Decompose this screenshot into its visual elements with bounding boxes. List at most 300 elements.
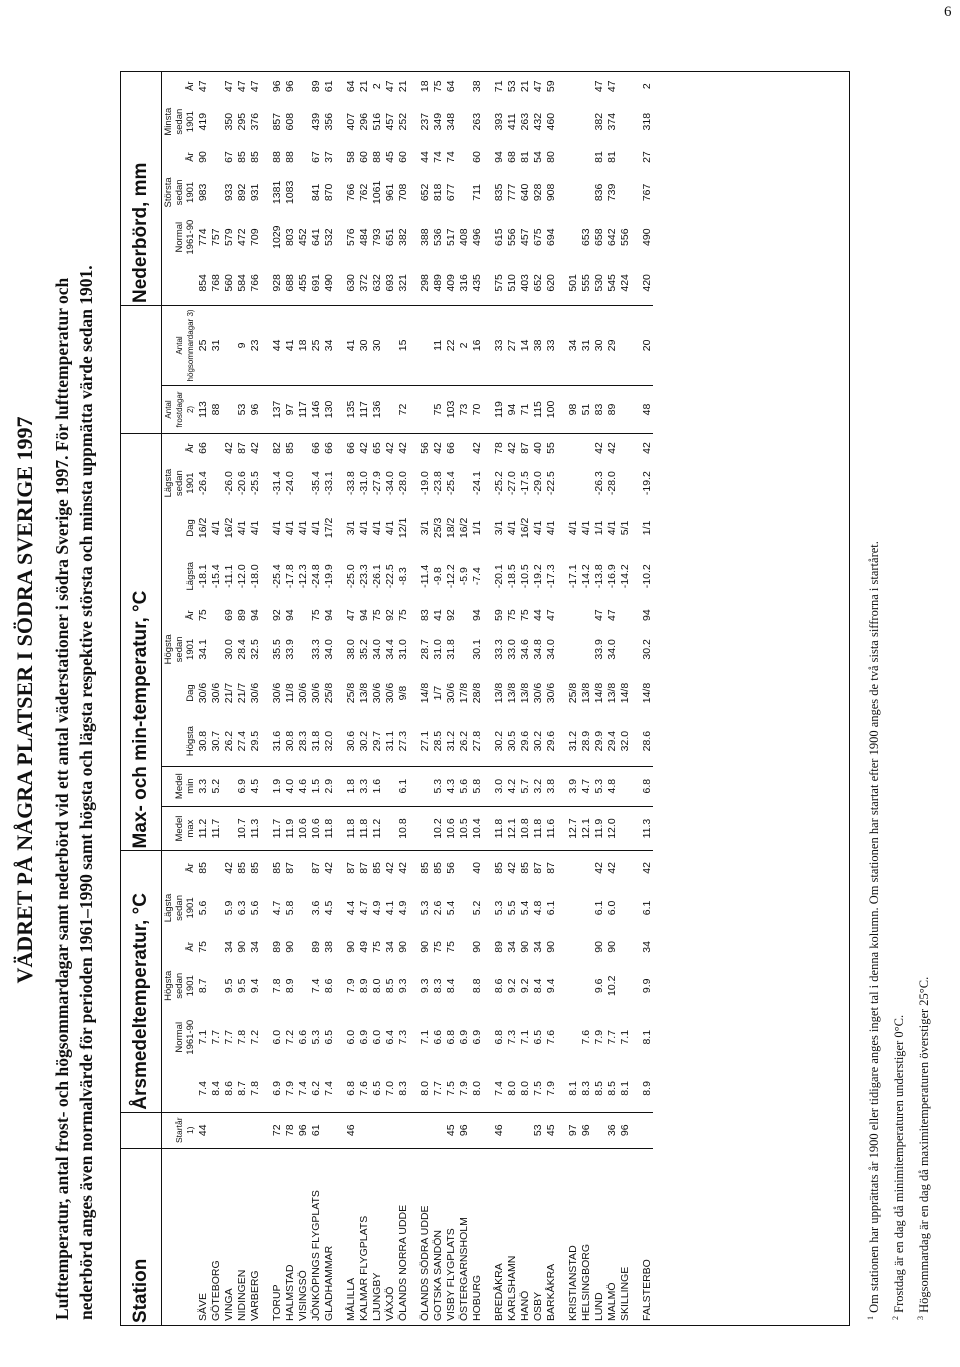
table-cell: 30/6	[270, 682, 283, 704]
table-cell: 709	[248, 228, 261, 246]
table-cell	[296, 884, 309, 931]
table-cell: -11.1	[222, 564, 235, 588]
table-cell: 774	[196, 228, 209, 246]
table-cell: 295	[235, 112, 248, 131]
table-cell: -35.4	[309, 471, 322, 496]
station-name: GOTSKA SANDÖN	[431, 1229, 444, 1321]
table-cell: 372	[357, 261, 370, 306]
table-cell: 34	[248, 941, 261, 953]
table-cell: 11.6	[544, 806, 557, 851]
table-cell: 130	[322, 385, 335, 433]
table-cell: 30/6	[309, 682, 322, 704]
table-cell: 47	[344, 609, 357, 621]
table-cell: 4.7	[357, 900, 370, 916]
table-cell	[618, 601, 631, 629]
table-cell: 28.9	[579, 717, 592, 767]
table-cell: 653	[579, 228, 592, 246]
table-cell	[296, 601, 309, 629]
station-name: OSBY	[531, 1291, 544, 1321]
table-row	[383, 72, 396, 1325]
table-cell	[296, 629, 309, 669]
table-cell: 8.8	[470, 978, 483, 994]
table-cell: 8.1	[566, 1065, 579, 1112]
table-cell: -5.9	[457, 567, 470, 586]
table-cell: 90	[196, 151, 209, 163]
table-cell: 31.8	[444, 639, 457, 660]
table-cell: 75	[444, 941, 457, 953]
table-cell: -14.2	[579, 564, 592, 589]
table-cell: 28.3	[296, 717, 309, 767]
table-cell: 44	[196, 1112, 209, 1148]
table-cell	[209, 884, 222, 931]
table-cell: 90	[235, 941, 248, 953]
table-cell: 32.0	[322, 717, 335, 767]
table-cell: 34	[566, 306, 579, 386]
table-cell: 85	[196, 862, 209, 874]
table-cell: 90	[605, 941, 618, 953]
table-cell	[457, 601, 470, 629]
table-cell: 4.9	[396, 900, 409, 916]
table-cell: -12.3	[296, 564, 309, 589]
table-cell: 530	[592, 261, 605, 306]
table-cell: 931	[248, 183, 261, 202]
table-cell: 10.4	[470, 806, 483, 851]
table-cell: 89	[605, 385, 618, 433]
table-cell: 4.3	[444, 766, 457, 806]
header-normal: Normal 1961-90	[174, 219, 196, 255]
table-cell: 10.7	[235, 806, 248, 851]
table-cell: 584	[235, 261, 248, 306]
table-cell: 13/8	[505, 682, 518, 704]
table-cell	[618, 72, 631, 100]
table-cell	[209, 629, 222, 669]
table-cell: 393	[492, 112, 505, 131]
table-cell: -28.0	[396, 471, 409, 496]
table-cell: 11.8	[322, 806, 335, 851]
table-cell: 34	[640, 941, 653, 953]
table-cell: 4.7	[270, 900, 283, 916]
table-cell: 739	[605, 183, 618, 202]
table-cell: 41	[344, 306, 357, 386]
table-cell: 30.2	[357, 717, 370, 767]
table-cell: 2	[457, 306, 470, 386]
table-cell: 135	[344, 385, 357, 433]
table-cell	[418, 306, 431, 386]
table-cell: 30.5	[505, 717, 518, 767]
table-cell: 42	[357, 442, 370, 454]
header-ar: År	[185, 942, 196, 952]
table-cell: 501	[566, 261, 579, 306]
table-cell: 56	[444, 862, 457, 874]
table-cell: 42	[322, 862, 335, 874]
table-cell: 694	[544, 228, 557, 246]
station-name: KRISTIANSTAD	[566, 1245, 579, 1321]
table-cell: 11.8	[357, 806, 370, 851]
table-cell	[618, 100, 631, 142]
station-name: JÖNKÖPINGS FLYGPLATS	[309, 1190, 322, 1321]
table-cell	[209, 434, 222, 462]
table-cell: 7.9	[283, 1065, 296, 1112]
table-cell: 693	[383, 261, 396, 306]
table-cell: 33.3	[309, 639, 322, 660]
table-cell	[370, 1112, 383, 1148]
table-cell: 103	[444, 385, 457, 433]
table-cell: 44	[531, 609, 544, 621]
table-cell: 28.6	[640, 717, 653, 767]
table-cell: 298	[418, 261, 431, 306]
table-row	[618, 72, 631, 1325]
table-cell: 7.8	[235, 1029, 248, 1045]
table-cell: -27.9	[370, 471, 383, 496]
page-number: 6	[944, 4, 952, 20]
table-cell: 90	[544, 941, 557, 953]
table-cell: 53	[531, 1112, 544, 1148]
table-cell: 75	[505, 609, 518, 621]
table-cell: -18.0	[248, 564, 261, 589]
table-cell: 96	[618, 1112, 631, 1148]
table-cell: 1/1	[640, 520, 653, 536]
table-cell: 44	[418, 151, 431, 163]
table-cell: 59	[544, 80, 557, 93]
table-cell: 350	[222, 112, 235, 131]
table-cell: 94	[505, 385, 518, 433]
table-cell: 66	[444, 442, 457, 454]
table-cell: 11.7	[270, 806, 283, 851]
table-cell: 12.7	[566, 806, 579, 851]
table-cell: 72	[270, 1112, 283, 1148]
table-cell	[579, 629, 592, 669]
table-cell: 1061	[370, 180, 383, 205]
table-cell: 6.4	[383, 1029, 396, 1045]
table-cell: 4.9	[370, 900, 383, 916]
table-cell	[222, 806, 235, 851]
table-cell: 42	[505, 442, 518, 454]
table-cell: 34.0	[322, 639, 335, 660]
table-cell: 5.3	[592, 766, 605, 806]
table-cell: 34.6	[518, 639, 531, 660]
header-arsmedel: Årsmedeltemperatur, °C	[121, 851, 162, 1112]
table-cell: 403	[518, 261, 531, 306]
table-cell: -34.0	[383, 471, 396, 496]
table-row	[209, 72, 222, 1325]
table-cell: 532	[322, 228, 335, 246]
table-cell: 8.4	[531, 978, 544, 994]
table-row	[492, 72, 505, 1325]
table-cell: 1.9	[270, 766, 283, 806]
table-cell: 9.6	[592, 978, 605, 994]
table-cell: 419	[196, 112, 209, 131]
table-cell: 296	[357, 112, 370, 131]
table-cell: 33.9	[283, 639, 296, 660]
station-name: VISINGSÖ	[296, 1270, 309, 1321]
table-cell	[222, 1112, 235, 1148]
table-cell	[566, 72, 579, 100]
table-row	[470, 72, 483, 1325]
table-cell: 33	[544, 306, 557, 386]
table-row	[457, 72, 470, 1325]
table-cell: 33.9	[592, 639, 605, 660]
table-cell: 658	[592, 228, 605, 246]
table-cell: 411	[505, 113, 518, 131]
station-name: GLADHAMMAR	[322, 1245, 335, 1321]
table-cell: 677	[444, 183, 457, 202]
table-cell: 25	[309, 306, 322, 386]
table-cell	[457, 851, 470, 884]
table-cell: 8.7	[196, 978, 209, 994]
table-cell: 85	[270, 862, 283, 874]
table-cell: 92	[270, 609, 283, 621]
table-cell: 5.3	[418, 900, 431, 916]
table-cell: 16	[470, 306, 483, 386]
footnote: $^2$ Frostdag är en dag då minimitemperaturen understiger 0°C.	[891, 1014, 907, 1320]
table-cell: 47	[605, 80, 618, 93]
table-cell: 60	[357, 151, 370, 163]
table-cell: 768	[209, 261, 222, 306]
station-name: VÄXJÖ	[383, 1286, 396, 1321]
table-cell: 8.6	[492, 978, 505, 994]
table-cell: 5.6	[457, 766, 470, 806]
table-cell: 27.8	[470, 717, 483, 767]
table-cell: 5.7	[518, 766, 531, 806]
table-cell: -19.2	[531, 564, 544, 589]
table-cell: 42	[222, 862, 235, 874]
table-cell: 892	[235, 183, 248, 202]
table-row	[579, 72, 592, 1325]
table-cell: 9.3	[418, 978, 431, 994]
station-name: ÖSTERGARNSHOLM	[457, 1217, 470, 1321]
table-cell	[618, 884, 631, 931]
table-cell: 65	[370, 442, 383, 454]
table-cell	[566, 601, 579, 629]
table-cell: 6.8	[444, 1029, 457, 1045]
table-cell: 28.5	[431, 717, 444, 767]
table-cell: 3.0	[492, 766, 505, 806]
header-hogsta-sedan: Högsta sedan 1901	[163, 970, 196, 1001]
table-cell: 45	[444, 1112, 457, 1148]
table-cell: 6.1	[544, 900, 557, 916]
table-cell	[579, 601, 592, 629]
table-cell: -8.3	[396, 567, 409, 586]
header-lagsta-sedan: Lägsta sedan 1901	[163, 468, 196, 498]
header-normal: Normal 1961-90	[174, 1019, 196, 1055]
table-cell: 455	[296, 261, 309, 306]
table-cell: 30/6	[248, 682, 261, 704]
table-cell: -25.2	[492, 471, 505, 496]
table-cell: 119	[492, 385, 505, 433]
header-dag: Dag	[185, 684, 196, 702]
table-cell: 87	[531, 862, 544, 874]
table-cell: -29.0	[531, 471, 544, 496]
table-cell: 42	[383, 442, 396, 454]
table-cell: 10.6	[309, 806, 322, 851]
table-cell: 32.5	[248, 639, 261, 660]
table-cell: 29.6	[518, 717, 531, 767]
table-cell: 6.8	[640, 766, 653, 806]
table-cell: 767	[640, 183, 653, 202]
table-cell: 80	[544, 151, 557, 163]
table-cell: 90	[592, 941, 605, 953]
table-cell: 4.0	[283, 766, 296, 806]
table-cell: 21	[357, 80, 370, 93]
table-cell: 31.8	[309, 717, 322, 767]
table-cell	[618, 385, 631, 433]
table-row	[544, 72, 557, 1325]
table-cell: 2	[640, 83, 653, 90]
table-cell: 7.4	[492, 1065, 505, 1112]
table-cell: 6.0	[270, 1029, 283, 1045]
table-cell: 28.4	[235, 639, 248, 660]
table-cell: -18.1	[196, 564, 209, 589]
header-startar: Startår 1)	[162, 1112, 197, 1148]
table-cell: 472	[235, 228, 248, 246]
table-cell: 14	[518, 306, 531, 386]
table-cell: 6.8	[492, 1029, 505, 1045]
table-cell: 34.8	[531, 639, 544, 660]
table-cell: 26.2	[457, 717, 470, 767]
table-cell: 8.3	[396, 1065, 409, 1112]
table-cell: 41	[431, 609, 444, 621]
table-cell	[357, 1112, 370, 1148]
table-cell: -22.5	[544, 471, 557, 496]
table-cell: 13/8	[579, 682, 592, 704]
table-cell: 85	[235, 862, 248, 874]
table-cell: -31.4	[270, 471, 283, 496]
table-cell: 9	[235, 306, 248, 386]
table-cell: 33	[492, 306, 505, 386]
table-cell: 89	[235, 609, 248, 621]
table-cell: -12.0	[235, 564, 248, 589]
table-cell	[618, 932, 631, 963]
header-hogsta-sedan: Högsta sedan 1901	[163, 634, 196, 665]
table-row	[222, 72, 235, 1325]
table-cell: 7.2	[283, 1029, 296, 1045]
group-spacer	[335, 72, 344, 1325]
table-cell: 7.3	[396, 1029, 409, 1045]
table-cell: 10.6	[444, 806, 457, 851]
table-cell: 620	[544, 261, 557, 306]
table-cell: 72	[396, 385, 409, 433]
table-cell	[618, 434, 631, 462]
table-cell	[209, 1112, 222, 1148]
footnotes	[860, 80, 935, 1320]
table-cell: 35.2	[357, 639, 370, 660]
table-cell: 14/8	[640, 682, 653, 704]
table-cell: 3.3	[196, 766, 209, 806]
table-cell: 14/8	[592, 682, 605, 704]
table-cell	[579, 462, 592, 504]
table-cell: 9.3	[396, 978, 409, 994]
table-cell: 7.5	[444, 1065, 457, 1112]
table-cell: 27.1	[418, 717, 431, 767]
table-cell: 8.0	[370, 978, 383, 994]
table-row	[322, 72, 335, 1325]
table-cell: 98	[566, 385, 579, 433]
table-cell: 45	[383, 151, 396, 163]
table-cell: 85	[370, 862, 383, 874]
table-cell: -26.4	[196, 471, 209, 496]
table-cell: 30/6	[370, 682, 383, 704]
table-cell: 87	[283, 862, 296, 874]
table-cell: 10.6	[296, 806, 309, 851]
table-cell: 42	[592, 442, 605, 454]
table-cell: 3/1	[418, 520, 431, 536]
table-cell: 555	[579, 261, 592, 306]
table-cell: 708	[396, 183, 409, 202]
table-cell	[566, 629, 579, 669]
table-cell	[296, 434, 309, 462]
table-cell: 4.4	[344, 900, 357, 916]
table-cell	[457, 629, 470, 669]
table-cell: -10.5	[518, 564, 531, 589]
table-cell	[296, 932, 309, 963]
table-cell: 452	[296, 228, 309, 246]
table-cell: 74	[444, 151, 457, 163]
table-cell: 516	[370, 112, 383, 131]
table-cell: 793	[370, 228, 383, 246]
table-cell: 16/2	[222, 517, 235, 539]
table-cell: 4/1	[357, 520, 370, 536]
table-cell: 4/1	[505, 520, 518, 536]
station-name: BARKÅKRA	[544, 1263, 557, 1321]
table-cell: 117	[296, 385, 309, 433]
table-cell: 30.1	[470, 639, 483, 660]
table-cell: 4.7	[579, 766, 592, 806]
table-cell: 11.7	[209, 806, 222, 851]
table-cell: 490	[322, 261, 335, 306]
station-name: ÖLANDS SÖDRA UDDE	[418, 1205, 431, 1321]
table-cell: 7.1	[196, 1029, 209, 1045]
table-cell: 6.1	[640, 900, 653, 916]
table-cell	[296, 100, 309, 142]
table-cell: 7.9	[592, 1029, 605, 1045]
table-cell: 30/6	[383, 682, 396, 704]
table-cell: 7.3	[505, 1029, 518, 1045]
table-cell: 96	[457, 1112, 470, 1148]
group-spacer	[261, 72, 270, 1325]
table-cell: 94	[470, 609, 483, 621]
table-row	[270, 72, 283, 1325]
table-cell: 87	[544, 862, 557, 874]
table-cell: 8.0	[505, 1065, 518, 1112]
table-cell: 17/8	[457, 682, 470, 704]
table-cell: 5.3	[309, 1029, 322, 1045]
table-cell: -19.2	[640, 471, 653, 496]
table-cell: 30/6	[209, 682, 222, 704]
table-cell: 8.4	[209, 1065, 222, 1112]
table-cell	[209, 962, 222, 1009]
table-cell: -27.0	[505, 471, 518, 496]
table-cell	[296, 962, 309, 1009]
table-cell: -15.4	[209, 564, 222, 589]
table-cell: 25	[196, 306, 209, 386]
table-cell: 4/1	[270, 520, 283, 536]
table-row	[396, 72, 409, 1325]
table-cell: 5.3	[492, 900, 505, 916]
table-cell: 1.5	[309, 766, 322, 806]
group-spacer	[409, 72, 418, 1325]
table-cell: 88	[370, 151, 383, 163]
table-cell: 85	[248, 862, 261, 874]
table-cell: 4.6	[296, 766, 309, 806]
table-cell: 651	[383, 228, 396, 246]
table-cell: 82	[270, 442, 283, 454]
table-cell: 13/8	[357, 682, 370, 704]
table-cell: 3/1	[492, 520, 505, 536]
table-cell: 4/1	[296, 520, 309, 536]
table-cell: 5.2	[209, 766, 222, 806]
table-cell	[418, 385, 431, 433]
table-cell: 85	[492, 862, 505, 874]
